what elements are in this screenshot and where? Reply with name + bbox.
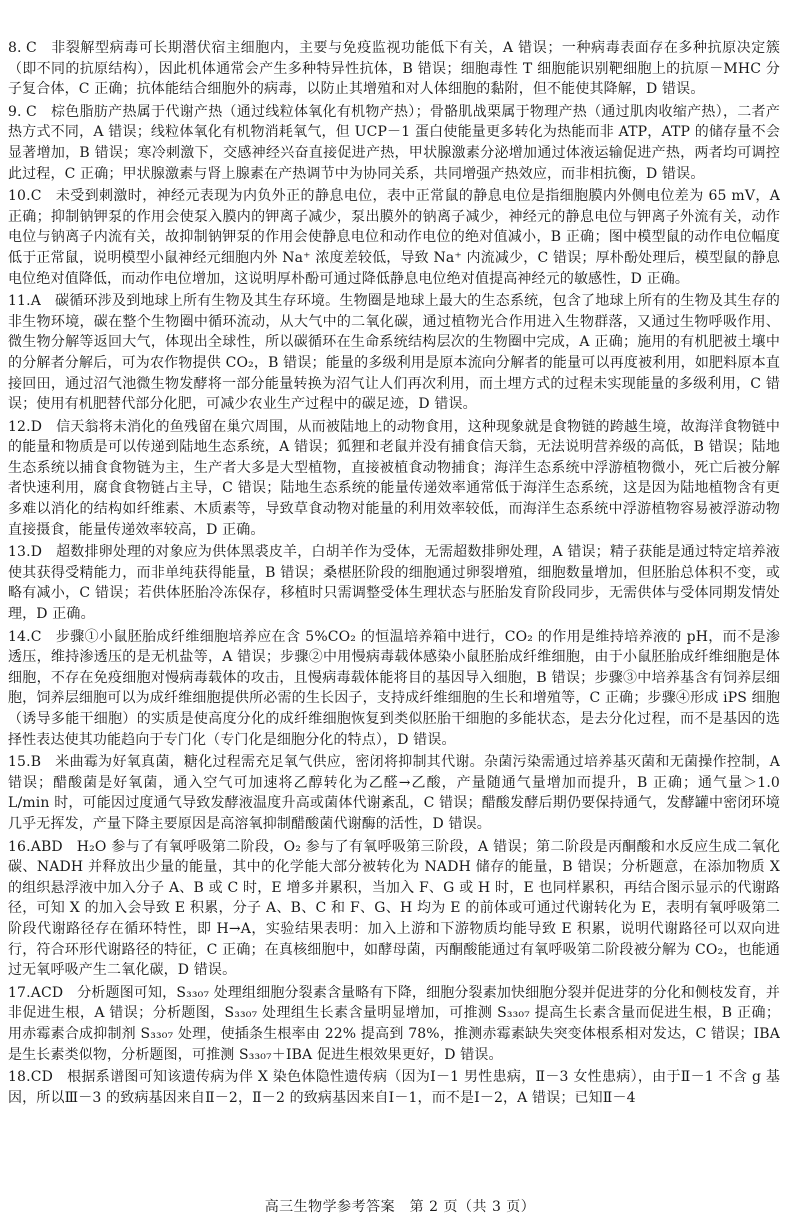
answer-explanation: 未受到刺激时，神经元表现为内负外正的静息电位，表中正常鼠的静息电位是指细胞膜内外侧电位差为 65 mV，A 正确；抑制钠钾泵的作用会使泵入膜内的钾离子减少，泵出膜外的钠离子减少，神经元的静息电位与钾离子外流有关，动作电位与钠离子内流有关，故抑制钠钾泵的作用会使静息电位和动作电位的绝对值减小，B 正确；图中模型鼠的动作电位幅度低于正常鼠，说明模型小鼠神经元细胞内外 Na⁺ 浓度差较低，导致 Na⁺ 内流减少，C 错误；厚朴酚处理后，模型鼠的静息电位绝对值降低，而动作电位增加，这说明厚朴酚可通过降低静息电位绝对值提高神经元的敏感性，D 正确。 <box>8 188 780 287</box>
answer-explanation: 分析题图可知，S₃₃₀₇ 处理组细胞分裂素含量略有下降，细胞分裂素加快细胞分裂并促进芽的分化和侧枝发育，并非促进生根，A 错误；分析题图，S₃₃₀₇ 处理组生长素含量明显增加，可推测 S₃₃₀₇ 提高生长素含量而促进生根，B 正确；用赤霉素合成抑制剂 S₃₃₀₇ 处理，使插条生根率由 22% 提高到 78%，推测赤霉素缺失突变体根系相对发达，C 错误；IBA 是生长素类似物，分析题图，可推测 S₃₃₀₇＋IBA 促进生根效果更好，D 错误。 <box>8 984 780 1063</box>
question-number: 13. <box>8 544 31 561</box>
answer-explanation: 超数排卵处理的对象应为供体黑裘皮羊，白胡羊作为受体，无需超数排卵处理，A 错误；精子获能是通过特定培养液使其获得受精能力，而非单纯获得能量，B 错误；桑椹胚阶段的细胞通过卵裂增殖，细胞数量增加，但胚胎总体积不变，或略有减小，C 错误；若供体胚胎冷冻保存，移植时只需调整受体生理状态与胚胎发育阶段同步，无需供体与受体同期发情处理，D 正确。 <box>8 544 780 623</box>
answer-explanation: 碳循环涉及到地球上所有生物及其生存环境。生物圈是地球上最大的生态系统，包含了地球上所有的生物及其生存的非生物环境，碳在整个生物圈中循环流动，从大气中的二氧化碳，通过植物光合作用进入生物群落，又通过生物呼吸作用、微生物分解等返回大气，体现出全球性，所以碳循环在生命系统结构层次的生物圈中完成，A 正确；施用的有机肥被土壤中的分解者分解后，可为农作物提供 CO₂，B 错误；能量的多级利用是原本流向分解者的能量可以再度被利用，如肥料原本直接回田，通过沼气池微生物发酵将一部分能量转换为沼气让人们再次利用，而土埋方式的过程未实现能量的多级利用，C 错误；使用有机肥替代部分化肥，可减少农业生产过程中的碳足迹，D 错误。 <box>8 293 780 413</box>
answer-explanation: 步骤①小鼠胚胎成纤维细胞培养应在含 5%CO₂ 的恒温培养箱中进行，CO₂ 的作用是维持培养液的 pH，而不是渗透压，维持渗透压的是无机盐等，A 错误；步骤②中用慢病毒载体感染小鼠胚胎成纤维细胞，由于小鼠胚胎成纤维细胞是体细胞，不存在免疫细胞对慢病毒载体的攻击，且慢病毒载体能将目的基因导入细胞，B 错误；步骤③中培养基含有饲养层细胞，饲养层细胞可以为成纤维细胞提供所必需的生长因子，支持成纤维细胞的生长和增殖等，C 正确；步骤④形成 iPS 细胞（诱导多能干细胞）的实质是使高度分化的成纤维细胞恢复到类似胚胎干细胞的多能状态，是去分化过程，而不是基因的选择性表达使其功能趋向于专门化（专门化是细胞分化的特点），D 错误。 <box>8 628 780 748</box>
answer-explanation: H₂O 参与了有氧呼吸第二阶段，O₂ 参与了有氧呼吸第三阶段，A 错误；第二阶段是丙酮酸和水反应生成二氧化碳、NADH 并释放出少量的能量，其中的化学能大部分被转化为 NADH 储存的能量，B 错误；分析题意，在添加物质 X 的组织悬浮液中加入分子 A、B 或 C 时，E 增多并累积，当加入 F、G 或 H 时，E 也同样累积，再结合图示显示的代谢路径，可知 X 的加入会导致 E 积累，分子 A、B、C 和 F、G、H 均为 E 的前体或可通过代谢转化为 E，表明有氧呼吸第二阶段代谢路径存在循环特性，即 H→A，实验结果表明：加入上游和下游物质均能导致 E 积累，说明代谢路径可以双向进行，符合环形代谢路径的特征，C 正确；在真核细胞中，如酵母菌，丙酮酸能通过有氧呼吸第二阶段被分解为 CO₂，也能通过无氧呼吸产生二氧化碳，D 错误。 <box>8 838 780 979</box>
answer-choice: A <box>30 293 41 310</box>
question-number: 12. <box>8 418 31 435</box>
answer-item <box>8 542 780 624</box>
question-number: 15. <box>8 754 31 771</box>
answer-explanation: 信天翁将未消化的鱼残留在巢穴周围，从而被陆地上的动物食用，这种现象就是食物链的跨越生境，故海洋食物链中的能量和物质是可以传递到陆地生态系统，A 错误；狐狸和老鼠并没有捕食信天翁，无法说明营养级的高低，B 错误；陆地生态系统以捕食食物链为主，生产者大多是大型植物，直接被植食动物捕食；海洋生态系统中浮游植物微小，死亡后被分解者快速利用，腐食食物链占主导，C 错误；陆地生态系统的能量传递效率通常低于海洋生态系统，这是因为陆地植物含有更多难以消化的结构如纤维素、木质素等，导致草食动物对能量的利用效率较低，而海洋生态系统中浮游植物容易被浮游动物直接摄食，能量传递效率较高，D 正确。 <box>8 418 780 538</box>
answer-choice: C <box>30 628 42 645</box>
answer-item <box>8 1067 780 1108</box>
answer-choice: ABD <box>30 838 63 855</box>
answer-explanation: 棕色脂肪产热属于代谢产热（通过线粒体氧化有机物产热）；骨骼肌战栗属于物理产热（通过肌肉收缩产热），二者产热方式不同，A 错误；线粒体氧化有机物消耗氧气，但 UCP－1 蛋白使能量更多转化为热能而非 ATP，ATP 的储存量不会显著增加，B 错误；寒冷刺激下，交感神经兴奋直接促进产热，甲状腺激素分泌增加通过体液运输促进产热，两者均可调控此过程，C 正确；甲状腺激素与肾上腺素在产热调节中为协同关系，共同增强产热效应，而非相抗衡，D 错误。 <box>8 103 780 182</box>
question-number: 16. <box>8 838 31 855</box>
page-footer: 高三生物学参考答案 第 2 页（共 3 页） <box>264 1199 536 1215</box>
answer-choice: D <box>30 544 43 561</box>
question-number: 9. <box>8 103 22 120</box>
question-number: 10. <box>8 188 31 205</box>
answer-item <box>8 291 780 415</box>
answer-item <box>8 837 780 981</box>
answer-item <box>8 627 780 751</box>
answer-item <box>8 752 780 834</box>
answer-explanation: 非裂解型病毒可长期潜伏宿主细胞内，主要与免疫监视功能低下有关，A 错误；一种病毒表面存在多种抗原决定簇（即不同的抗原结构），因此机体通常会产生多种特异性抗体，B 错误；细胞毒性 T 细胞能识别靶细胞上的抗原－MHC 分子复合体，C 正确；抗体能结合细胞外的病毒，以防止其增殖和对人体细胞的黏附，但不能使其降解，D 错误。 <box>8 40 780 98</box>
answer-choice: C <box>30 188 42 205</box>
answer-choice: B <box>30 754 42 771</box>
question-number: 11. <box>8 293 31 310</box>
answer-choice: C <box>26 103 37 120</box>
answer-item <box>8 417 780 541</box>
answer-list <box>8 38 780 1110</box>
answer-choice: CD <box>30 1069 53 1086</box>
answer-choice: D <box>30 418 43 435</box>
question-number: 8. <box>8 40 22 56</box>
answer-item <box>8 102 780 184</box>
answer-explanation: 根据系谱图可知该遗传病为伴 X 染色体隐性遗传病（因为Ⅰ－1 男性患病，Ⅱ－3 女性患病），由于Ⅱ－1 不含 g 基因，所以Ⅲ－3 的致病基因来自Ⅱ－2，Ⅱ－2 的致病基因来自Ⅰ－1，而不是Ⅰ－2，A 错误；已知Ⅱ－4 <box>8 1069 780 1106</box>
answer-choice: C <box>26 40 37 56</box>
answer-explanation: 米曲霉为好氧真菌，糖化过程需充足氧气供应，密闭将抑制其代谢。杂菌污染需通过培养基灭菌和无菌操作控制，A 错误；醋酸菌是好氧菌，通入空气可加速将乙醇转化为乙醛→乙酸，产量随通气量增加而提升，B 正确；通气量＞1.0 L/min 时，可能因过度通气导致发酵液温度升高或菌体代谢紊乱，C 错误；醋酸发酵后期仍要保持通气，发酵罐中密闭环境几乎无挥发，产量下降主要原因是高溶氧抑制醋酸菌代谢酶的活性，D 错误。 <box>8 754 780 832</box>
answer-choice: ACD <box>30 984 64 1001</box>
answer-item <box>8 38 780 100</box>
question-number: 14. <box>8 628 31 645</box>
answer-item <box>8 186 780 289</box>
question-number: 18. <box>8 1069 31 1086</box>
question-number: 17. <box>8 984 31 1001</box>
answer-item <box>8 983 780 1065</box>
